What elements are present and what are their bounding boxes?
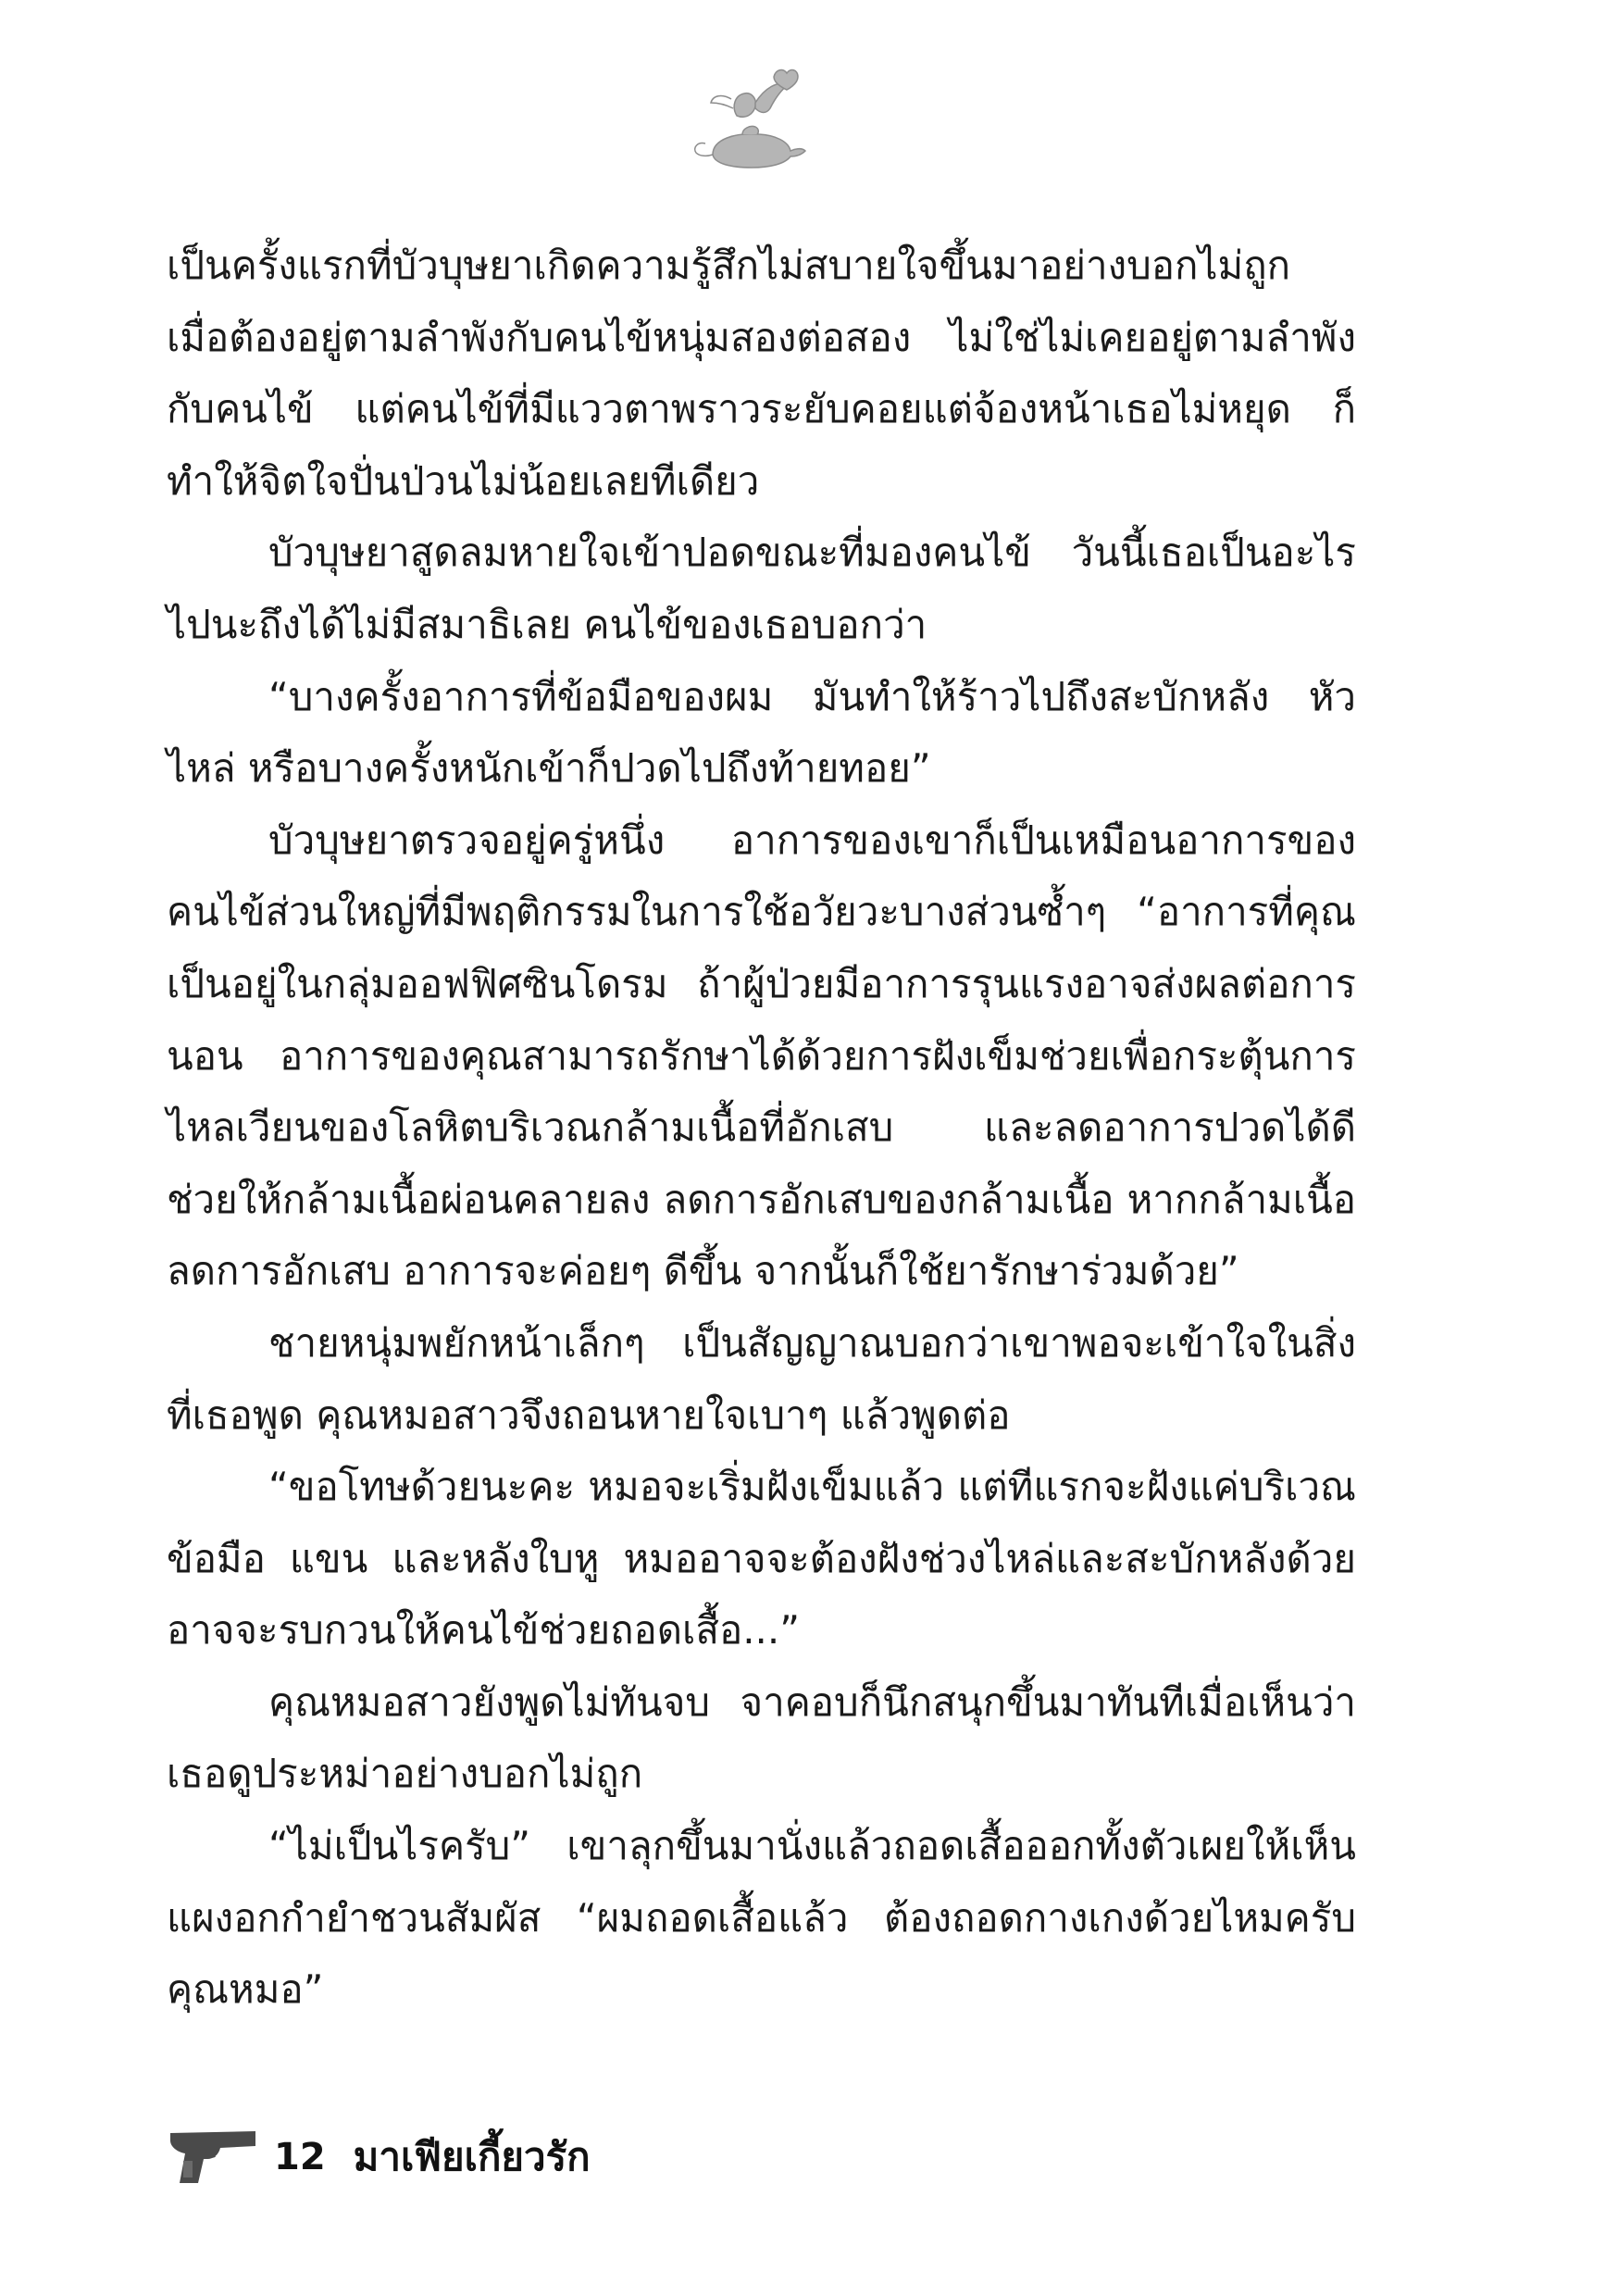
paragraph-7: คุณหมอสาวยังพูดไม่ทันจบ จาคอบก็นึกสนุกขึ้นมาทันทีเมื่อเห็นว่าเธอดูประหม่าอย่างบอกไม่ถูก	[167, 1678, 1356, 1797]
paragraph-8: “ไม่เป็นไรครับ” เขาลุกขึ้นมานั่งแล้วถอดเสื้อออกทั้งตัวเผยให้เห็นแผงอกกำยำชวนสัมผัส “ผมถอดเสื้อแล้ว ต้องถอดกางเกงด้วยไหมครับคุณหมอ”	[167, 1823, 1356, 2013]
paragraph-3: “บางครั้งอาการที่ข้อมือของผม มันทำให้ร้าวไปถึงสะบักหลัง หัวไหล่ หรือบางครั้งหนักเข้าก็ปวดไปถึงท้ายทอย”	[167, 673, 1356, 792]
cupid-teapot-ornament-icon	[685, 51, 815, 181]
page-number: 12	[274, 2136, 326, 2178]
page-footer	[167, 2120, 591, 2194]
paragraph-5: ชายหนุ่มพยักหน้าเล็กๆ เป็นสัญญาณบอกว่าเขาพอจะเข้าใจในสิ่งที่เธอพูด คุณหมอสาวจึงถอนหายใจเบาๆ แล้วพูดต่อ	[167, 1319, 1356, 1438]
paragraph-6: “ขอโทษด้วยนะคะ หมอจะเริ่มฝังเข็มแล้ว แต่ทีแรกจะฝังแค่บริเวณข้อมือ แขน และหลังใบหู หมออาจจะต้องฝังช่วงไหล่และสะบักหลังด้วย อาจจะรบกวนให้คนไข้ช่วยถอดเสื้อ...”	[167, 1464, 1356, 1653]
body-text	[167, 230, 1356, 2026]
pistol-icon	[167, 2128, 259, 2187]
paragraph-2: บัวบุษยาสูดลมหายใจเข้าปอดขณะที่มองคนไข้ วันนี้เธอเป็นอะไรไปนะถึงได้ไม่มีสมาธิเลย คนไข้ของเธอบอกว่า	[167, 530, 1356, 647]
book-title: มาเฟียเกี้ยวรัก	[353, 2134, 591, 2179]
paragraph-1: เป็นครั้งแรกที่บัวบุษยาเกิดความรู้สึกไม่สบายใจขึ้นมาอย่างบอกไม่ถูก เมื่อต้องอยู่ตามลำพังกับคนไข้หนุ่มสองต่อสอง ไม่ใช่ไม่เคยอยู่ตามลำพังกับคนไข้ แต่คนไข้ที่มีแววตาพราวระยับคอยแต่จ้องหน้าเธอไม่หยุด ก็ทำให้จิตใจปั่นป่วนไม่น้อยเลยทีเดียว	[167, 243, 1356, 504]
paragraph-4: บัวบุษยาตรวจอยู่ครู่หนึ่ง อาการของเขาก็เป็นเหมือนอาการของคนไข้ส่วนใหญ่ที่มีพฤติกรรมในการใช้อวัยวะบางส่วนซ้ำๆ “อาการที่คุณเป็นอยู่ในกลุ่มออฟฟิศซินโดรม ถ้าผู้ป่วยมีอาการรุนแรงอาจส่งผลต่อการนอน อาการของคุณสามารถรักษาได้ด้วยการฝังเข็มช่วยเพื่อกระตุ้นการไหลเวียนของโลหิตบริเวณกล้ามเนื้อที่อักเสบ และลดอาการปวดได้ดี ช่วยให้กล้ามเนื้อผ่อนคลายลง ลดการอักเสบของกล้ามเนื้อ หากกล้ามเนื้อลดการอักเสบ อาการจะค่อยๆ ดีขึ้น จากนั้นก็ใช้ยารักษาร่วมด้วย”	[167, 817, 1356, 1294]
